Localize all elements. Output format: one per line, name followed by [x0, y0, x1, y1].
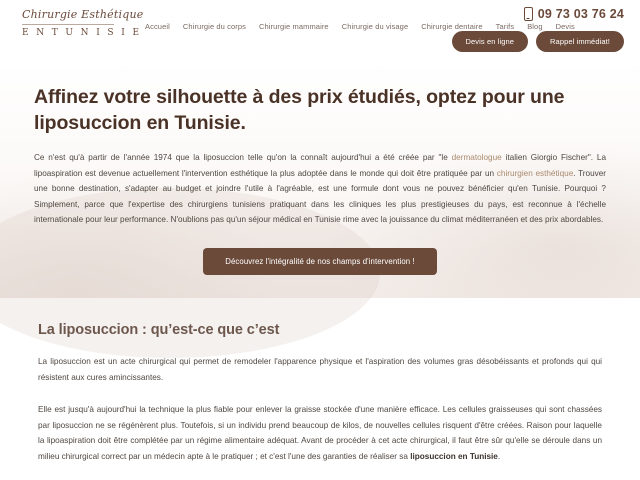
site-header [0, 0, 640, 60]
nav-item-chirurgie-mammaire[interactable]: Chirurgie mammaire [258, 22, 329, 31]
callback-button[interactable]: Rappel immédiat! [536, 31, 624, 52]
header-phone[interactable] [524, 7, 624, 21]
phone-icon [524, 7, 533, 21]
logo-divider [22, 24, 114, 25]
logo-line-2: E N T U N I S I E [22, 28, 142, 38]
link-chirurgien-esthetique[interactable]: chirurgien esthétique [496, 168, 574, 178]
phone-number: 09 73 03 76 24 [537, 7, 624, 21]
nav-item-tarifs[interactable]: Tarifs [495, 22, 515, 31]
header-cta-group [452, 31, 624, 52]
hero-paragraph [34, 150, 606, 228]
main-navigation [145, 22, 575, 31]
link-dermatologue[interactable]: dermatologue [451, 153, 502, 162]
article-section [0, 298, 640, 464]
nav-item-blog[interactable]: Blog [527, 22, 543, 31]
hero-text-part-1: Ce n'est qu'à partir de l'année 1974 que la liposuccion telle qu'on la connaît aujourd'hui a été créée par "le [34, 153, 452, 162]
hero-text-part-2: italien Giorgio Fischer". La lipoaspiration est devenue actuellement l'intervention esthétique la plus adoptée dans le monde qui doit être pratiquée par un [34, 153, 606, 178]
article-p2-emphasis: liposuccion en Tunisie [410, 451, 498, 461]
hero-section [0, 60, 640, 298]
online-quote-button[interactable]: Devis en ligne [452, 31, 529, 52]
hero-text-part-3: . Trouver une bonne destination, s'adapter au budget et joindre l'utile à l'agréable, est une formule dont vous ne pouvez bénéficier qu'en Tunisie. Pourquoi ? Simplement, parce que l'expertise des chirurgiens tunisiens pratiquant dans les cliniques les plus prestigieuses du pays, est reconnue à l'échelle internationale pour leur performance. N'oublions pas qu'un séjour médical en Tunisie rime avec la jouissance du climat méditerranéen et des prix abordables. [34, 168, 606, 224]
nav-item-chirurgie-dentaire[interactable]: Chirurgie dentaire [421, 22, 483, 31]
article-p2-part-2: . [497, 451, 501, 461]
nav-item-chirurgie-du-corps[interactable]: Chirurgie du corps [182, 22, 246, 31]
section-title-liposuccion: La liposuccion : qu’est-ce que c’est [38, 322, 280, 338]
nav-item-chirurgie-du-visage[interactable]: Chirurgie du visage [341, 22, 409, 31]
discover-interventions-button[interactable]: Découvrez l'intégralité de nos champs d'intervention ! [203, 248, 437, 275]
nav-item-devis[interactable]: Devis [555, 22, 575, 31]
site-logo[interactable] [22, 8, 144, 38]
logo-line-1: Chirurgie Esthétique [22, 8, 144, 21]
page-title: Affinez votre silhouette à des prix étudiés, optez pour une liposuccion en Tunisie. [34, 86, 565, 134]
nav-item-accueil[interactable]: Accueil [145, 22, 170, 31]
article-paragraph-1: La liposuccion est un acte chirurgical qui permet de remodeler l'apparence physique et l'aspiration des volumes gras désobéissants et profonds qui qui résistent aux cures amincissantes. [38, 357, 602, 382]
hero-cta-wrapper [34, 248, 606, 275]
article-p2-part-1: Elle est jusqu'à aujourd'hui la technique la plus fiable pour enlever la graisse stockée d'une manière efficace. Les cellules graisseuses qui sont chassées par liposuccion ne se régénèrent plus. Toutefois, si un individu prend beaucoup de kilos, de nouvelles cellules risquent d'être créées. Raison pour laquelle la lipoaspiration doit être complétée par un régime alimentaire adéquat. Avant de procéder à cet acte chirurgical, il faut être sûr qu'elle se déroule dans un milieu chirurgical correct par un médecin apte à le pratiquer ; et c'est l'une des garanties de réaliser sa [38, 405, 602, 461]
article-paragraph-2 [38, 402, 602, 464]
